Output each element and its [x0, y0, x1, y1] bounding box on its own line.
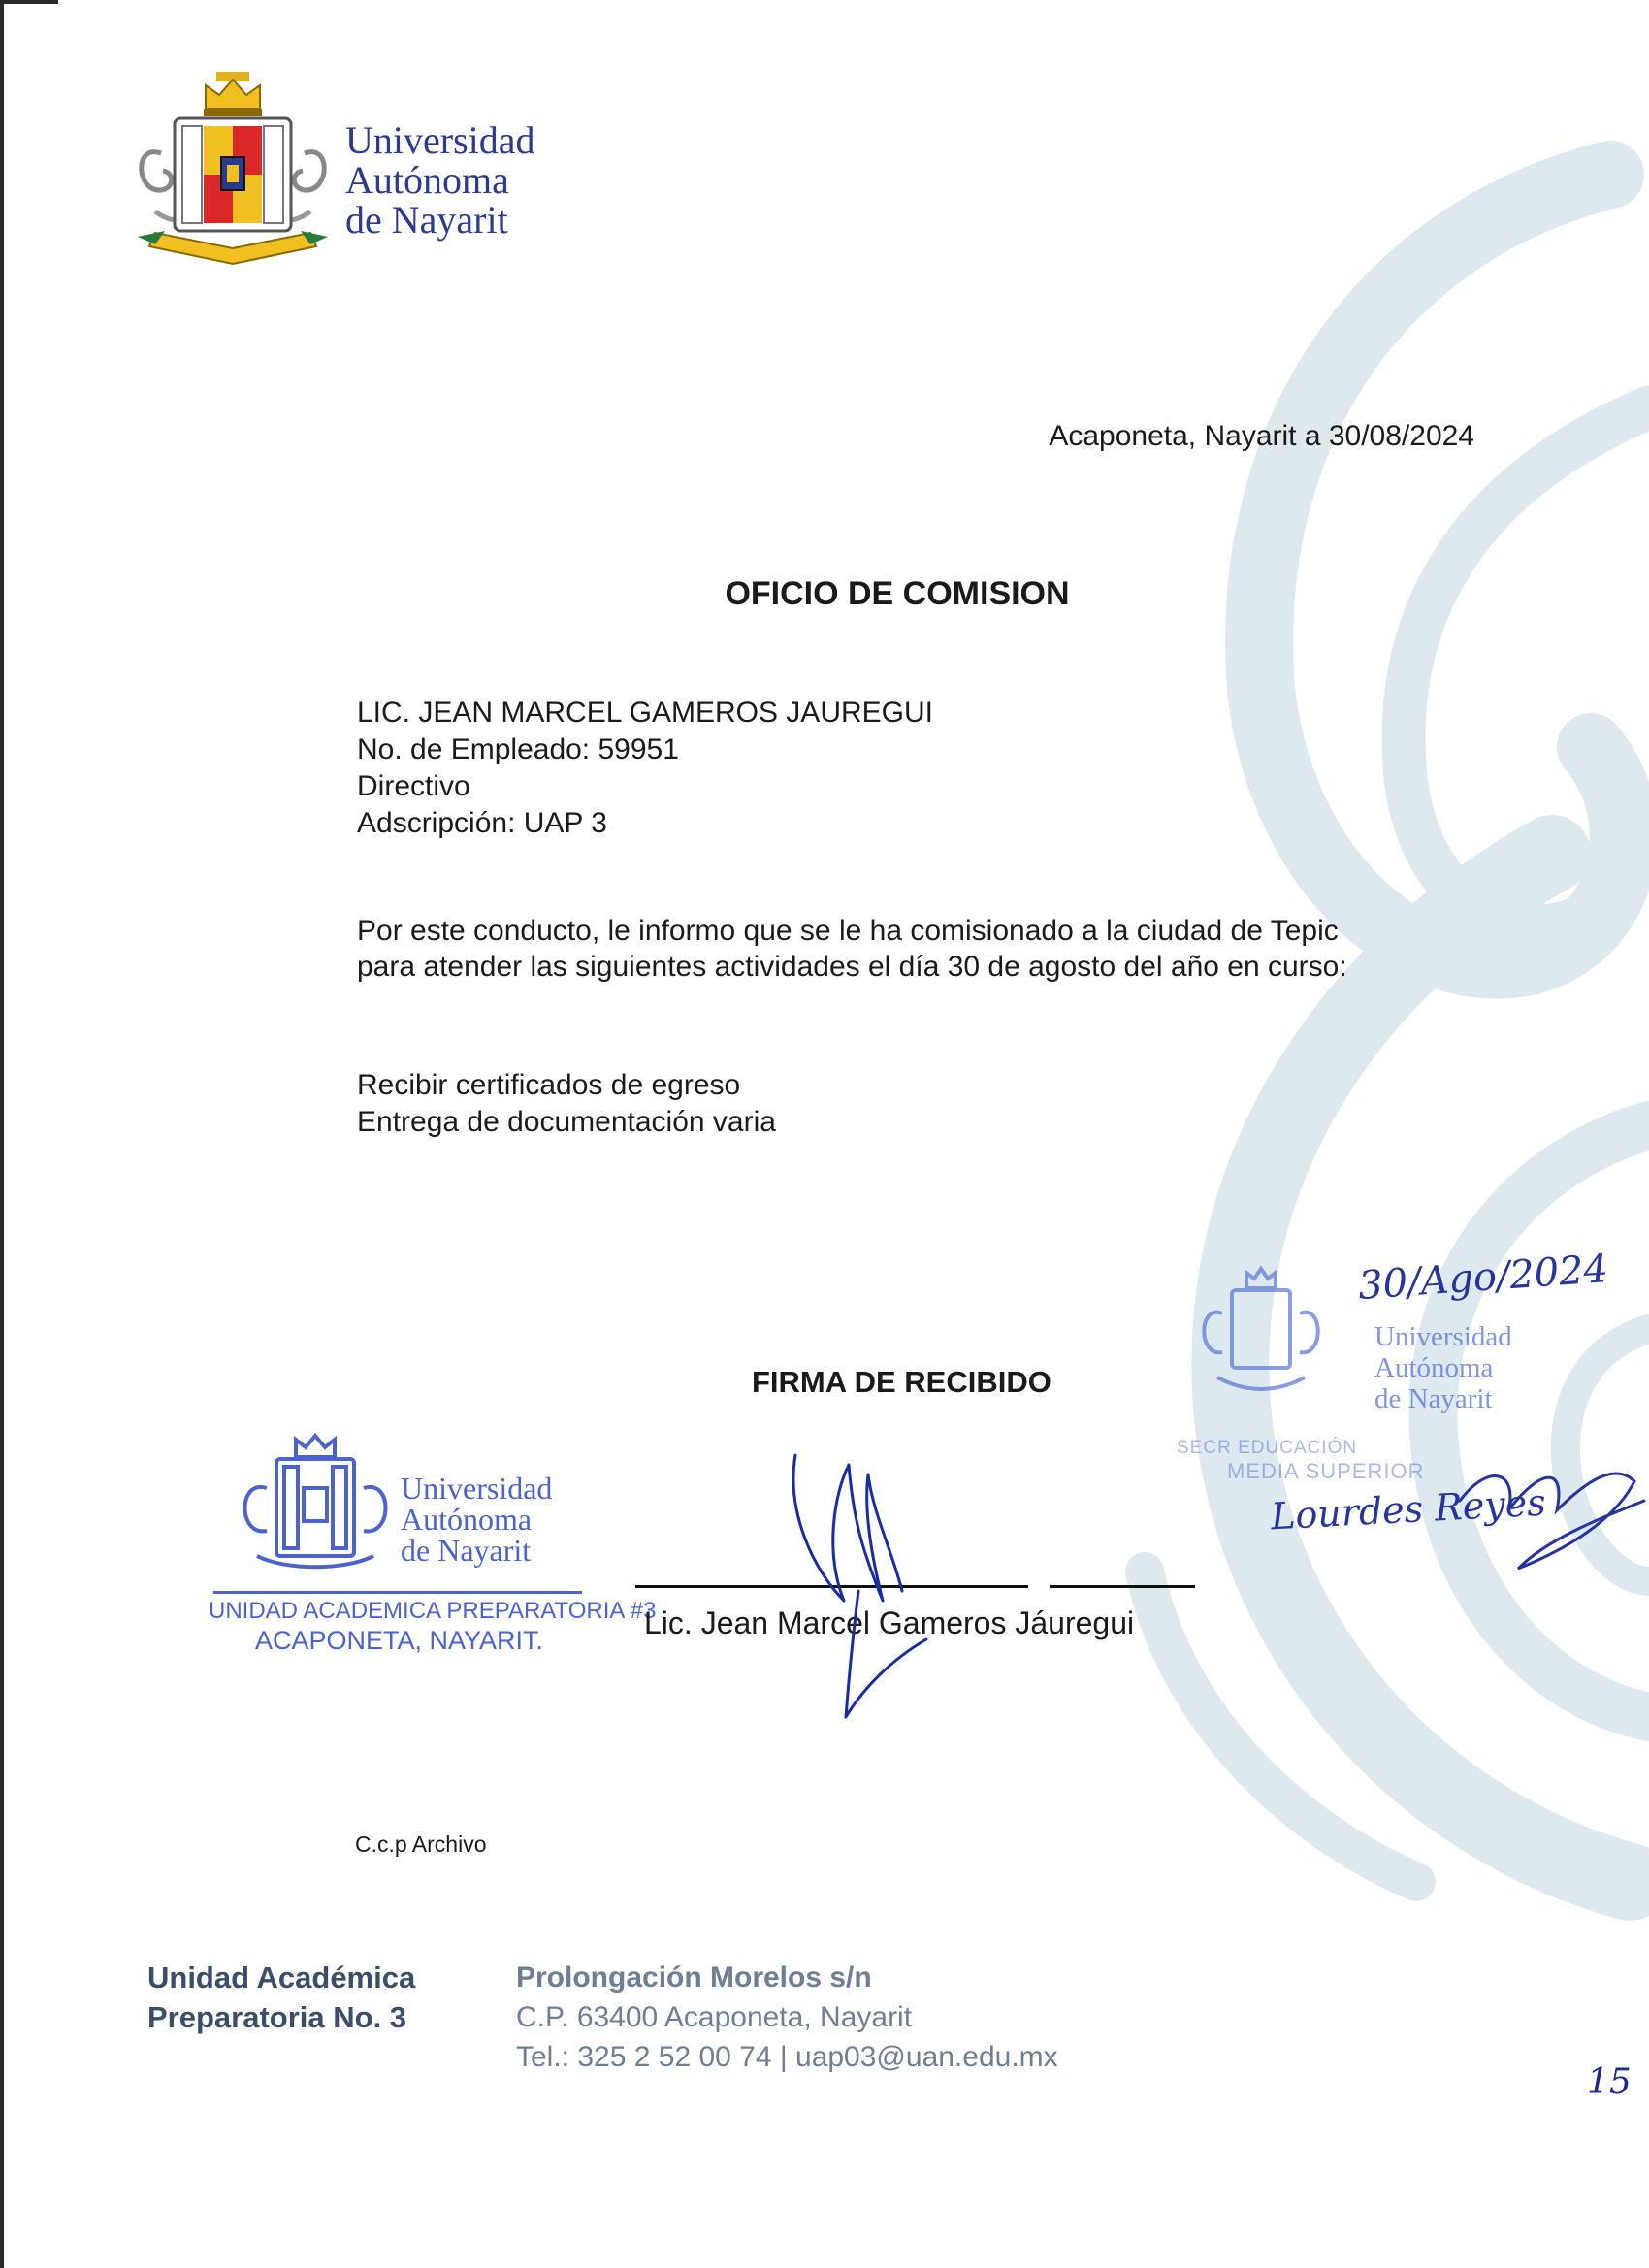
stamp-media-line: MEDIA SUPERIOR [1227, 1459, 1425, 1483]
scan-edge-top [0, 0, 58, 4]
stamp-name-line: Autónoma [401, 1502, 533, 1537]
activities-list [357, 1067, 776, 1141]
recipient-block [357, 695, 933, 842]
footer-street: Prolongación Morelos s/n [516, 1961, 872, 1993]
footer-city: C.P. 63400 Acaponeta, Nayarit [516, 2001, 913, 2033]
stamp-university-name [401, 1473, 552, 1566]
body-paragraph [357, 913, 1347, 985]
body-line: Por este conducto, le informo que se le ha comisionado a la ciudad de Tepic [357, 915, 1339, 947]
stamp-town-line: ACAPONETA, NAYARIT. [255, 1626, 544, 1655]
stamp-name-line: de Nayarit [401, 1533, 532, 1568]
left-institutional-stamp [209, 1426, 657, 1669]
university-name [345, 120, 535, 240]
university-seal-logo [126, 66, 340, 270]
signer-name: Lic. Jean Marcel Gameros Jáuregui [644, 1605, 1135, 1640]
stamp-name-line: Autónoma [1374, 1352, 1494, 1383]
document-date: Acaponeta, Nayarit a 30/08/2024 [1049, 420, 1474, 452]
stamp-secretariat-line: SECR EDUCACIÓN [1177, 1438, 1358, 1458]
handwritten-signature [757, 1436, 951, 1727]
stamp-name-line: de Nayarit [1374, 1383, 1493, 1414]
activity-item: Entrega de documentación varia [357, 1106, 776, 1138]
footer-contact: Tel.: 325 2 52 00 74 | uap03@uan.edu.mx [516, 2041, 1058, 2073]
recipient-name: LIC. JEAN MARCEL GAMEROS JAUREGUI [357, 697, 933, 729]
stamp-unit-line: UNIDAD ACADEMICA PREPARATORIA #3 [209, 1598, 657, 1624]
body-line: para atender las siguientes actividades el día 30 de agosto del año en curso: [357, 951, 1347, 983]
scan-edge [0, 0, 4, 2268]
stamp-seal-icon [1188, 1265, 1334, 1410]
university-name-line: Autónoma [345, 158, 509, 202]
recipient-role: Directivo [357, 770, 470, 802]
signature-heading: FIRMA DE RECIBIDO [752, 1365, 1051, 1399]
university-name-line: de Nayarit [345, 198, 508, 242]
footer-unit-line: Preparatoria No. 3 [147, 2000, 407, 2034]
handwritten-receiver-name: Lourdes Reyes [1270, 1480, 1547, 1539]
footer-address [516, 1958, 1058, 2077]
watermark-swirl [1009, 116, 1649, 1960]
stamp-name-line: Universidad [401, 1471, 553, 1506]
stamp-university-name [1374, 1321, 1512, 1414]
activity-item: Recibir certificados de egreso [357, 1069, 741, 1101]
university-name-line: Universidad [345, 118, 535, 162]
stamp-seal-icon [218, 1430, 412, 1585]
right-reception-stamp [1169, 1247, 1649, 1603]
handwritten-received-date: 30/Ago/2024 [1356, 1247, 1610, 1309]
stamp-divider [213, 1591, 582, 1594]
receiver-signature [1450, 1442, 1649, 1578]
carbon-copy-note: C.c.p Archivo [355, 1831, 487, 1857]
handwritten-page-number: 15 [1587, 2062, 1632, 2102]
footer-unit-line: Unidad Académica [147, 1960, 416, 1994]
footer-unit-name [147, 1958, 415, 2037]
stamp-name-line: Universidad [1374, 1321, 1512, 1352]
document-title: OFICIO DE COMISION [725, 575, 1070, 612]
recipient-employee-number: No. de Empleado: 59951 [357, 733, 679, 765]
recipient-assignment: Adscripción: UAP 3 [357, 807, 607, 839]
